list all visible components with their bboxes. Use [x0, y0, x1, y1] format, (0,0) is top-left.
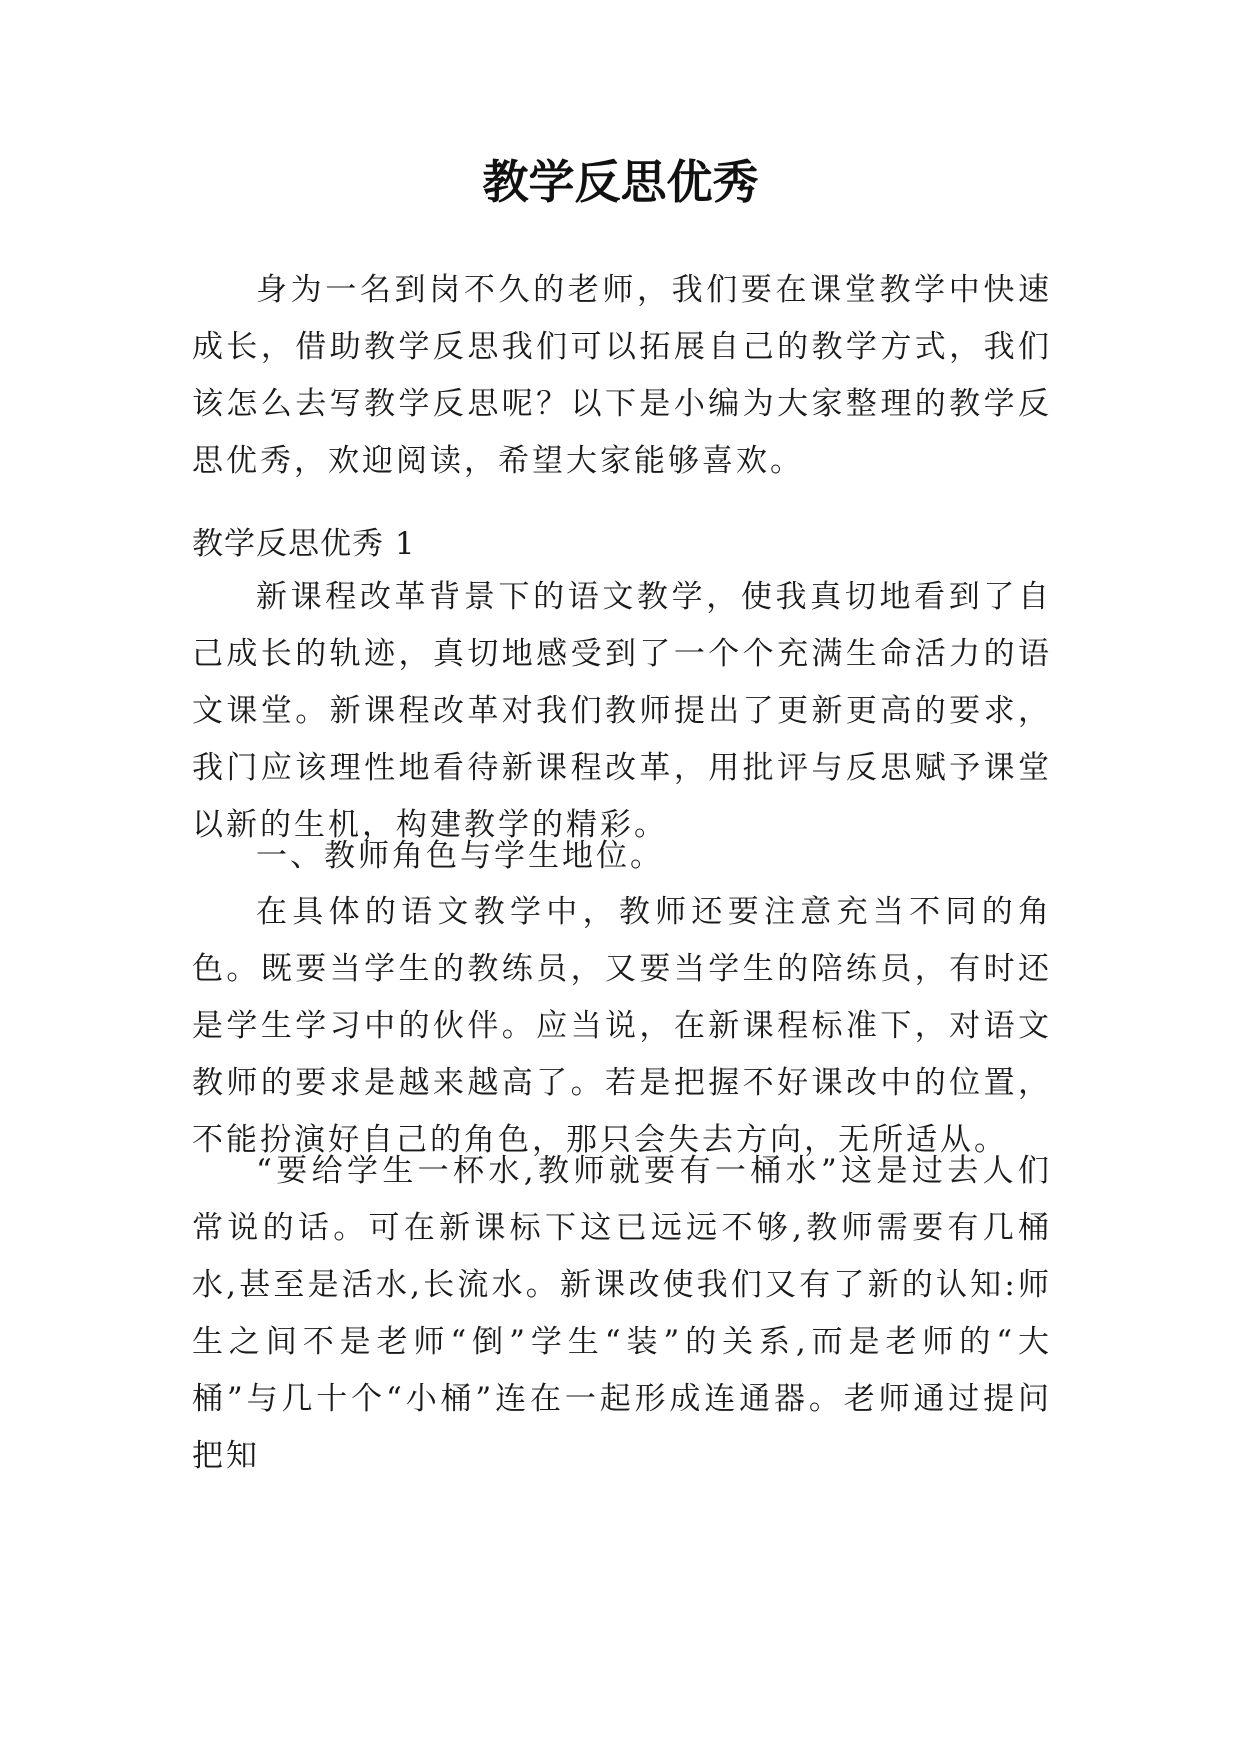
document-title: 教学反思优秀 [482, 155, 759, 209]
intro-paragraph: 身为一名到岗不久的老师，我们要在课堂教学中快速成长，借助教学反思我们可以拓展自己的教学方式，我们该怎么去写教学反思呢？以下是小编为大家整理的教学反思优秀，欢迎阅读，希望大家能够喜欢。 [192, 272, 1052, 479]
subsection-heading: 一、教师角色与学生地位。 [256, 838, 664, 874]
section-heading: 教学反思优秀 1 [192, 526, 416, 562]
body-paragraph: 新课程改革背景下的语文教学，使我真切地看到了自己成长的轨迹，真切地感受到了一个个充满生命活力的语文课堂。新课程改革对我们教师提出了更新更高的要求，我门应该理性地看待新课程改革，用批评与反思赋予课堂以新的生机，构建教学的精彩。 [192, 579, 1052, 843]
body-paragraph: 在具体的语文教学中，教师还要注意充当不同的角色。既要当学生的教练员，又要当学生的陪练员，有时还是学生学习中的伙伴。应当说，在新课程标准下，对语文教师的要求是越来越高了。若是把握不好课改中的位置，不能扮演好自己的角色，那只会失去方向，无所适从。 [192, 894, 1052, 1158]
body-paragraph: “要给学生一杯水,教师就要有一桶水”这是过去人们常说的话。可在新课标下这已远远不够,教师需要有几桶水,甚至是活水,长流水。新课改使我们又有了新的认知:师生之间不是老师“倒”学生“装”的关系,而是老师的“大桶”与几十个“小桶”连在一起形成连通器。老师通过提问把知 [192, 1153, 1052, 1474]
